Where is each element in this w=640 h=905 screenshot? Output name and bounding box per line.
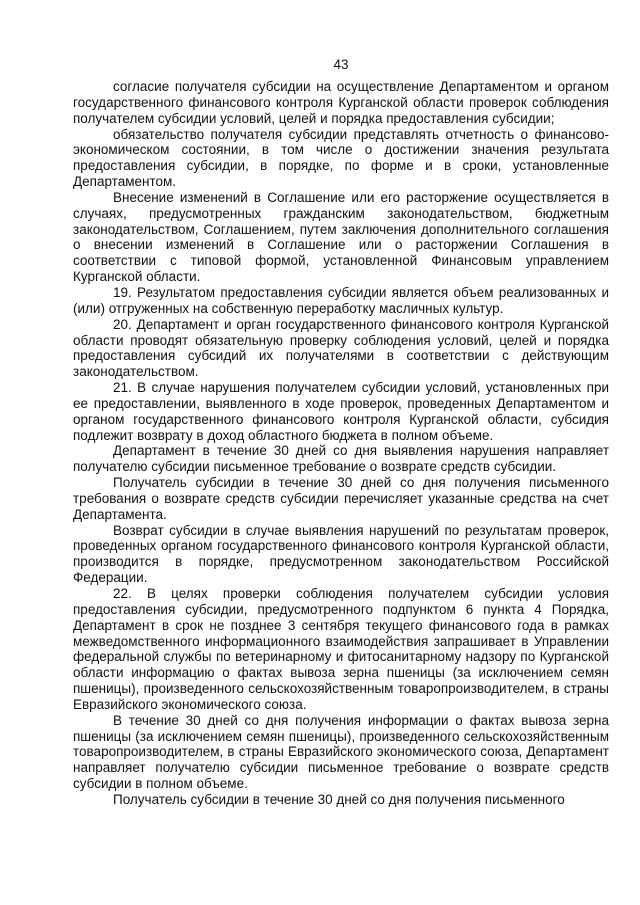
paragraph-item-20: 20. Департамент и орган государственного финансового контроля Курганской области проводят обязательную проверку соблюдения условий, целей и порядка предоставления субсидий их получателями в соответствии с действующим законодательством.: [73, 316, 609, 380]
paragraph-item-19: 19. Результатом предоставления субсидии является объем реализованных и (или) отгруженных на собственную переработку масличных культур.: [73, 284, 609, 316]
body-text: [73, 79, 609, 808]
paragraph: Возврат субсидии в случае выявления нарушений по результатам проверок, проведенных органом государственного финансового контроля Курганской области, производится в порядке, предусмотренном законодательством Российской Федерации.: [73, 522, 609, 586]
paragraph: обязательство получателя субсидии представлять отчетность о финансово-экономическом состоянии, в том числе о достижении значения результата предоставления субсидии, в порядке, по форме и в сроки, установленные Департаментом.: [73, 126, 609, 190]
paragraph-item-21: 21. В случае нарушения получателем субсидии условий, установленных при ее предоставлении, выявленного в ходе проверок, проведенных Департаментом и органом государственного финансового контроля Курганской области, субсидия подлежит возврату в доход областного бюджета в полном объеме.: [73, 380, 609, 443]
paragraph: В течение 30 дней со дня получения информации о фактах вывоза зерна пшеницы (за исключением семян пшеницы), произведенного сельскохозяйственным товаропроизводителем, в страны Евразийского экономического союза, Департамент направляет получателю субсидии письменное требование о возврате средств субсидии в полном объеме.: [73, 712, 609, 792]
paragraph-item-22: 22. В целях проверки соблюдения получателем субсидии условия предоставления субсидии, предусмотренного подпунктом 6 пункта 4 Порядка, Департамент в срок не позднее 3 сентября текущего финансового года в рамках межведомственного информационного взаимодействия запрашивает в Управлении федеральной службы по ветеринарному и фитосанитарному надзору по Курганской области информацию о фактах вывоза зерна пшеницы (за исключением семян пшеницы), произведенного сельскохозяйственным товаропроизводителем, в страны Евразийского экономического союза.: [73, 586, 609, 712]
paragraph: Внесение изменений в Соглашение или его расторжение осуществляется в случаях, предусмотренных гражданским законодательством, бюджетным законодательством, Соглашением, путем заключения дополнительного соглашения о внесении изменений в Соглашение или о расторжении Соглашения в соответствии с типовой формой, установленной Финансовым управлением Курганской области.: [73, 189, 609, 285]
paragraph: согласие получателя субсидии на осуществление Департаментом и органом государственного финансового контроля Курганской области проверок соблюдения получателем субсидии условий, целей и порядка предоставления субсидии;: [73, 79, 609, 126]
paragraph: Департамент в течение 30 дней со дня выявления нарушения направляет получателю субсидии письменное требование о возврате средств субсидии.: [73, 443, 609, 475]
paragraph: Получатель субсидии в течение 30 дней со дня получения письменного: [113, 791, 565, 807]
page-number: 43: [333, 57, 349, 72]
paragraph: Получатель субсидии в течение 30 дней со дня получения письменного требования о возврате средств субсидии перечисляет указанные средства на счет Департамента.: [73, 475, 609, 522]
